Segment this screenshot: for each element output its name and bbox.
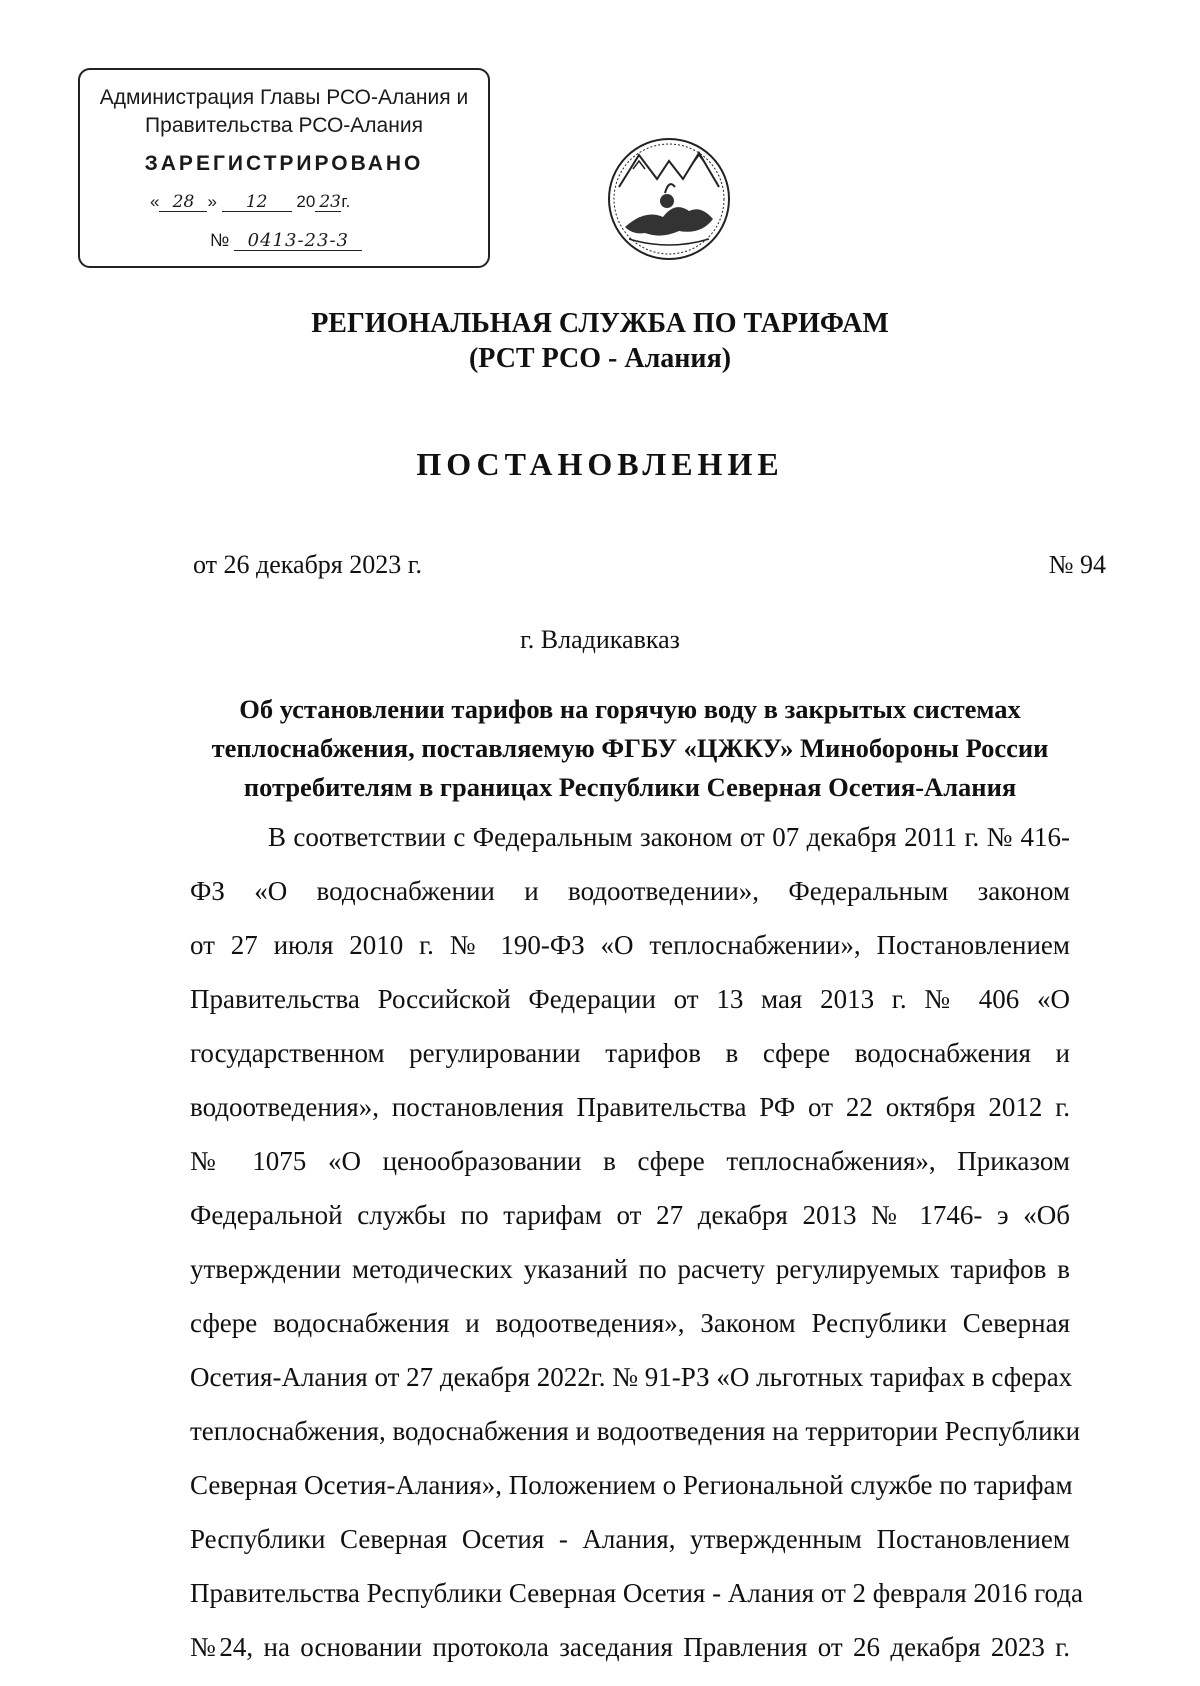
subject-line: теплоснабжения, поставляемую ФГБУ «ЦЖКУ» Минобороны России [211, 733, 1049, 763]
body-line: В соответствии с Федеральным законом от 07 декабря 2011 г. № 416- [268, 822, 1070, 852]
org-name: РЕГИОНАЛЬНАЯ СЛУЖБА ПО ТАРИФАМ [311, 308, 889, 339]
body-line: Осетия-Алания от 27 декабря 2022г. № 91-РЗ «О льготных тарифах в сферах [190, 1362, 1073, 1392]
stamp-date-year-prefix: 20 [296, 192, 316, 211]
document-body [190, 810, 1083, 1674]
coat-of-arms-icon [605, 135, 733, 263]
subject-line: Об установлении тарифов на горячую воду в закрытых системах [239, 694, 1021, 724]
document-number: № 94 [1048, 550, 1106, 579]
stamp-date-day: 28 [159, 193, 207, 212]
stamp-date-month: 12 [222, 193, 292, 212]
stamp-authority-line1: Администрация Главы РСО-Алания и [99, 86, 469, 109]
body-line: Правительства Российской Федерации от 13 мая 2013 г. № 406 «О [190, 984, 1070, 1014]
stamp-registered-label: ЗАРЕГИСТРИРОВАНО [144, 152, 424, 175]
body-line: ФЗ «О водоснабжении и водоотведении», Федеральным законом [190, 876, 1070, 906]
body-line: Северная Осетия-Алания», Положением о Региональной службе по тарифам [190, 1470, 1073, 1500]
body-line: теплоснабжения, водоснабжения и водоотведения на территории Республики [190, 1416, 1081, 1446]
body-line: сфере водоснабжения и водоотведения», Законом Республики Северная [190, 1308, 1070, 1338]
org-short-name: (РСТ РСО - Алания) [468, 343, 732, 374]
body-line: № 1075 «О ценообразовании в сфере теплоснабжения», Приказом [190, 1146, 1070, 1176]
body-line: утверждении методических указаний по расчету регулируемых тарифов в [190, 1254, 1070, 1284]
subject-line: потребителям в границах Республики Северная Осетия-Алания [243, 772, 1017, 802]
stamp-date-year: 23 [315, 193, 341, 212]
registration-stamp [78, 68, 490, 268]
stamp-date [150, 192, 350, 212]
body-line: Республики Северная Осетия - Алания, утвержденным Постановлением [190, 1524, 1070, 1554]
body-line: водоотведения», постановления Правительства РФ от 22 октября 2012 г. [190, 1092, 1070, 1122]
document-date: от 26 декабря 2023 г. [193, 550, 422, 579]
document-subject [190, 690, 1070, 807]
stamp-number-label: № [210, 230, 230, 250]
document-city: г. Владикавказ [520, 625, 680, 654]
stamp-date-close-quote: » [207, 192, 217, 211]
stamp-authority-line2: Правительства РСО-Алания [145, 114, 423, 137]
stamp-number [210, 230, 362, 251]
body-line: государственном регулировании тарифов в сфере водоснабжения и [190, 1038, 1070, 1068]
body-line: от 27 июля 2010 г. № 190-ФЗ «О теплоснабжении», Постановлением [190, 930, 1070, 960]
body-line: Федеральной службы по тарифам от 27 декабря 2013 № 1746- э «Об [190, 1200, 1070, 1230]
body-line: №24, на основании протокола заседания Правления от 26 декабря 2023 г. [190, 1632, 1070, 1662]
body-line: Правительства Республики Северная Осетия - Алания от 2 февраля 2016 года [190, 1578, 1083, 1608]
stamp-date-suffix: г. [341, 192, 351, 211]
stamp-number-value: 0413-23-3 [234, 232, 362, 251]
stamp-date-open-quote: « [150, 192, 160, 211]
document-type-title: ПОСТАНОВЛЕНИЕ [416, 446, 784, 482]
